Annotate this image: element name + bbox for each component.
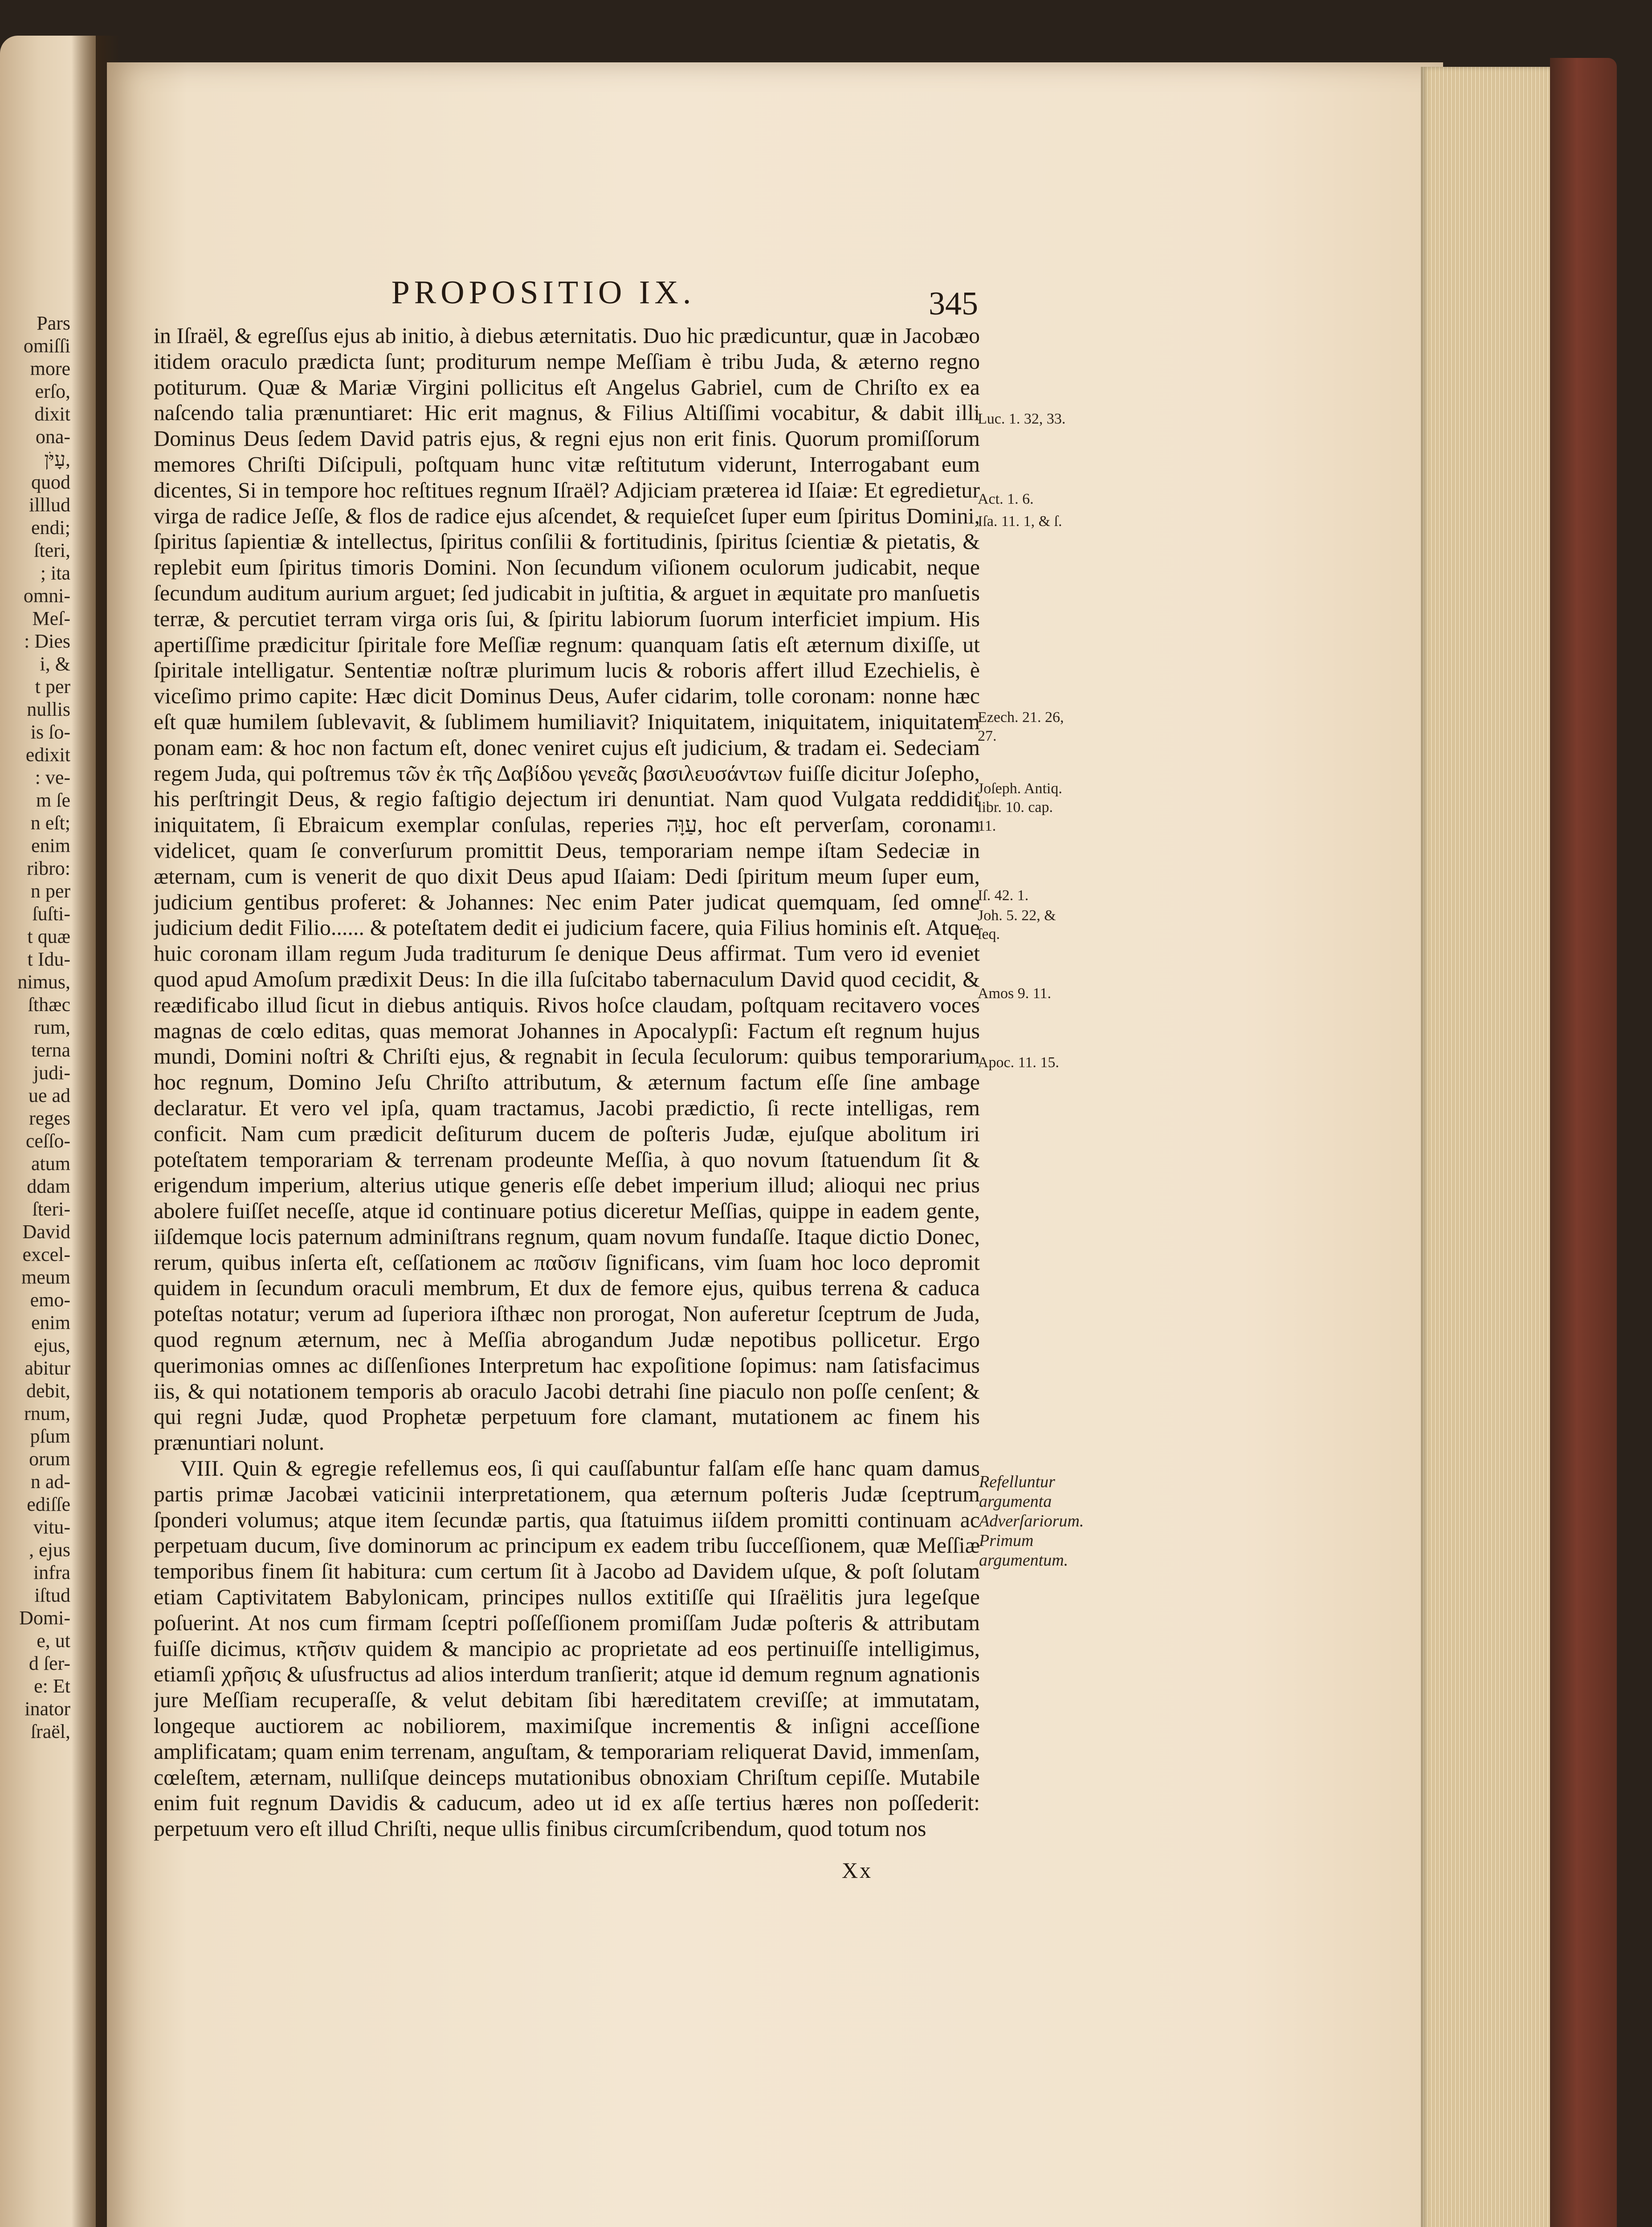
marginal-note: Ezech. 21. 26, 27. bbox=[978, 709, 1064, 744]
marginal-note: Iſ. 42. 1. bbox=[978, 887, 1029, 904]
main-text-block bbox=[154, 323, 980, 1868]
previous-page-margin-text: Pars omiſſi more erſo, dixit ona- עָיֹּן, quod illlud endi; ſteri, ; ita omni- Meſ- : Dies i, & t per nullis is ſo- edixit : ve- m ſe n eſt; enim ribro: n per ſuſti- t quæ t Idu- nimus, ſthæc rum, terna judi- ue ad reges ceſſo- atum ddam ſteri- David excel- meum emo- enim ejus, abitur debit, rnum, pſum orum n ad- ediſſe vitu- , ejus infra iſtud Domi- e, ut d ſer- e: Et inator ſraël, bbox=[17, 312, 70, 1742]
marginal-note: Apoc. 11. 15. bbox=[978, 1054, 1059, 1071]
side-heading: Refelluntur argumenta Adverſariorum. Primum argumentum. bbox=[979, 1472, 1084, 1570]
page-number: 345 bbox=[929, 286, 978, 322]
paragraph: VIII. Quin & egregie refellemus eos, ſi qui cauſſabuntur falſam eſſe hanc quam damus partis primæ Jacobæi vaticinii interpretationem, qua æternum poſteris Judæ ſceptrum ſponderi volumus; atque item ſecundæ partis, qua ſtatuimus iiſdem promitti continuam ac perpetuam ducum, ſive dominorum ac principum ex eadem tribu ſucceſſionem, quæ Meſſiæ temporibus finem ſit habitura: cum certum ſit à Jacobo ad Davidem uſque, & poſt ſolutam etiam Captivitatem Babylonicam, principes nullos extitiſſe qui Iſraëlitis jura legeſque poſuerint. At nos cum firmam ſceptri poſſeſſionem promiſſam Judæ poſteris & attributam fuiſſe dicimus, κτῆσιν quidem & mancipio ac proprietate ad eos pertinuiſſe intelligimus, etiamſi χρῆσις & uſusfructus ad alios interdum tranſierit; atque id demum regnum agnationis jure Meſſiam recuperaſſe, & velut debitam ſibi hæreditatem creviſſe; at immutatam, longeque auctiorem ac nobiliorem, maximiſque incrementis & inſigni acceſſione amplificatam; quam enim terrenam, anguſtam, & temporariam reliquerat David, immenſam, cœleſtem, æternam, nulliſque deinceps mutationibus obnoxiam Chriſtum cepiſſe. Mutabile enim fuit regnum Davidis & caducum, adeo ut id ex aſſe tertius hæres non poſſederit: perpetuum vero eſt illud Chriſti, neque ullis finibus circumſcribendum, quod totum nos bbox=[154, 1456, 980, 1841]
marginal-note: Joh. 5. 22, & ſeq. bbox=[978, 907, 1056, 942]
signature-mark: Xx bbox=[842, 1858, 873, 1883]
book-cover-edge bbox=[1550, 58, 1617, 2227]
running-head: PROPOSITIO IX. bbox=[391, 274, 696, 311]
marginal-note: Act. 1. 6. bbox=[978, 491, 1034, 507]
marginal-note: Iſa. 11. 1, & ſ. bbox=[978, 513, 1062, 530]
marginal-note: Amos 9. 11. bbox=[978, 985, 1051, 1002]
marginal-note: Luc. 1. 32, 33. bbox=[978, 411, 1066, 427]
book-fore-edge bbox=[1421, 67, 1554, 2227]
paragraph: in Iſraël, & egreſſus ejus ab initio, à diebus æternitatis. Duo hic prædicuntur, quæ in Jacobæo itidem oraculo prædicta ſunt; proditurum nempe Meſſiam è tribu Juda, & æterno regno potiturum. Quæ & Mariæ Virgini pollicitus eſt Angelus Gabriel, cum de Chriſto ex ea naſcendo talia prænuntiaret: Hic erit magnus, & Filius Altiſſimi vocabitur, & dabit illi Dominus Deus ſedem David patris ejus, & regni ejus non erit finis. Quorum promiſſorum memores Chriſti Diſcipuli, poſtquam hunc vitæ reſtitutum viderunt, Interrogabant eum dicentes, Si in tempore hoc reſtitues regnum Iſraël? Adjiciam præterea id Iſaiæ: Et egredietur virga de radice Jeſſe, & flos de radice ejus aſcendet, & requieſcet ſuper eum ſpiritus Domini, ſpiritus ſapientiæ & intellectus, ſpiritus conſilii & fortitudinis, ſpiritus ſcientiæ & pietatis, & replebit eum ſpiritus timoris Domini. Non ſecundum viſionem oculorum judicabit, neque ſecundum auditum aurium arguet; ſed judicabit in juſtitia, & arguet in æquitate pro manſuetis terræ, & percutiet terram virga oris ſui, & ſpiritu labiorum ſuorum interficiet impium. His apertiſſime prædicitur ſpiritale fore Meſſiæ regnum: quanquam ſatis eſt æternum dixiſſe, ut ſpiritale intelligatur. Sententiæ noſtræ plurimum lucis & roboris affert illud Ezechielis, è viceſimo primo capite: Hæc dicit Dominus Deus, Aufer cidarim, tolle coronam: nonne hæc eſt quæ humilem ſublevavit, & ſublimem humiliavit? Iniquitatem, iniquitatem, iniquitatem ponam eam: & hoc non factum eſt, donec veniret cujus eſt judicium, & tradam ei. Sedeciam regem Juda, qui poſtremus τῶν ἐκ τῆς Δαβίδου γενεᾶς βασιλευσάντων fuiſſe dicitur Joſepho, his perſtringit Deus, & regio faſtigio dejectum iri denuntiat. Nam quod Vulgata reddidit iniquitatem, ſi Ebraicum exemplar conſulas, reperies עַוָּה, hoc eſt perverſam, coronam videlicet, quam ſe converſurum promittit Deus, temporariam nempe iſtam Sedeciæ in æternam, cum is venerit de quo dixit Deus apud Iſaiam: Dedi ſpiritum meum ſuper eum, judicium gentibus proferet: & Johannes: Nec enim Pater judicat quemquam, ſed omne judicium dedit Filio...... & poteſtatem dedit ei judicium facere, quia Filius hominis eſt. Atque huic coronam illam regum Juda traditurum ſe denique Deus affirmat. Tum vero id eveniet quod apud Amoſum prædixit Deus: In die illa ſuſcitabo tabernaculum David quod cecidit, & reædificabo illud ſicut in diebus antiquis. Rivos hoſce claudam, poſtquam recitavero voces magnas de cœlo editas, quas memorat Johannes in Apocalypſi: Factum eſt regnum hujus mundi, Domini noſtri & Chriſti ejus, & regnabit in ſecula ſeculorum: quibus temporarium hoc regnum, Domino Jeſu Chriſto attributum, & æternum factum eſſe ſine ambage declaratur. Et vero vel ipſa, quam tractamus, Jacobi prædictio, ſi recte intelligas, rem conficit. Nam cum prædicit deſiturum ducem de poſteris Judæ, ejuſque abolitum iri poteſtatem temporariam & terrenam prodeunte Meſſia, à quo novum ſtatuendum ſit & erigendum imperium, alterius utique generis eſſe debet imperium illud; alioqui nec prius abolere fuiſſet neceſſe, atque id continuare potius diceretur Meſſias, quippe in eadem gente, iiſdemque locis paternum adminiſtrans regnum, quam novum fundaſſe. Itaque dictio Donec, rerum, quibus inſerta eſt, ceſſationem ac παῦσιν ſignificans, vim ſuam hoc loco depromit quidem in ſecundum oraculi membrum, Et dux de femore ejus, quibus terrena & caduca poteſtas notatur; verum ad ſuperiora iſthæc non prorogat, Non auferetur ſceptrum de Juda, quod regnum æternum, nec à Meſſia abrogandum Judæ nepotibus pollicetur. Ergo querimonias omnes ac diſſenſiones Interpretum hac expoſitione ſopimus: nam ſatisfacimus iis, & qui notationem temporis ab oraculo Jacobi detrahi ſine piaculo non poſſe cenſent; & qui regni Judæ, quod Prophetæ perpetuum fore clamant, mutationem ac finem his prænuntiari nolunt. bbox=[154, 323, 980, 1455]
marginal-note: Joſeph. Antiq. libr. 10. cap. 11. bbox=[978, 780, 1062, 834]
